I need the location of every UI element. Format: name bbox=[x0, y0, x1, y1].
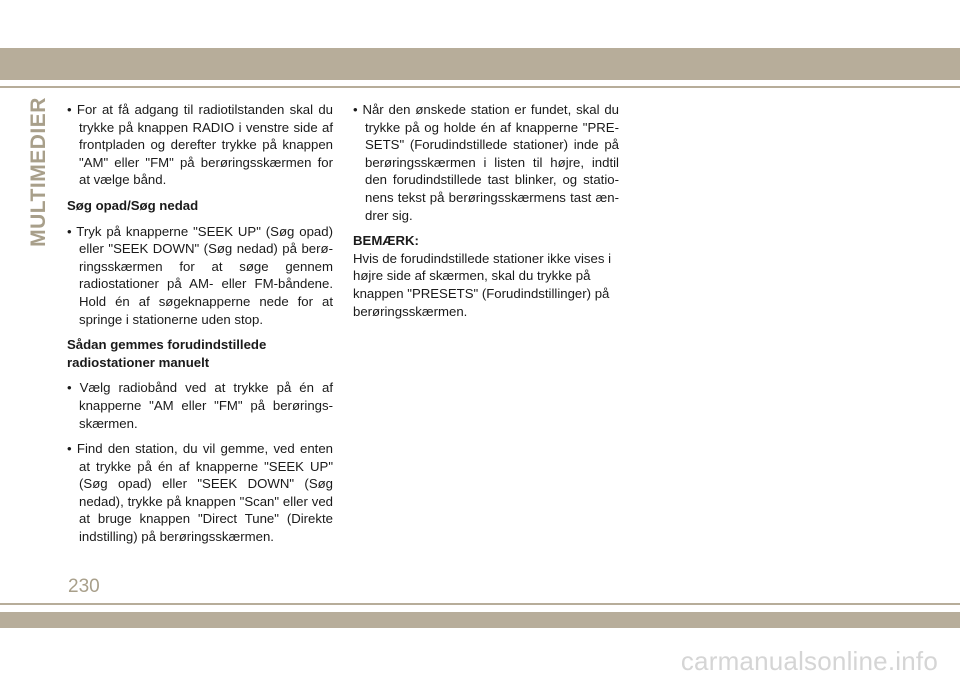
left-column bbox=[67, 101, 333, 554]
heading-save-presets: Sådan gemmes forudindstillede radiostationer manuelt bbox=[67, 337, 267, 370]
footer-rule bbox=[0, 603, 960, 605]
bullet-seek: • Tryk på knapperne "SEEK UP" (Søg opad) eller "SEEK DOWN" (Søg nedad) på berøringsskærmen for at søge gennem radiostationer på AM- eller FM-båndene. Hold én af søgeknapperne nede for at springe i stationerne uden stop. bbox=[67, 223, 333, 329]
watermark: carmanualsonline.info bbox=[680, 646, 938, 676]
bullet-hold-preset: • Når den ønskede station er fundet, skal du trykke på og holde én af knapperne "PRESETS" (Forudindstillede stationer) inde på berøringsskærmen i listen til højre, indtil den forudindstillede tast blinker, og stationens tekst på berøringsskærmens tast ændrer sig. bbox=[353, 101, 619, 224]
footer-band bbox=[0, 612, 960, 628]
section-tab-label: MULTIMEDIER bbox=[27, 97, 51, 247]
heading-seek: Søg opad/Søg nedad bbox=[67, 197, 199, 213]
note-label: BEMÆRK: bbox=[353, 233, 419, 249]
bullet-select-band: • Vælg radiobånd ved at trykke på én af knapperne "AM eller "FM" på berøringsskærmen. bbox=[67, 379, 333, 432]
header-band bbox=[0, 48, 960, 80]
section-tab bbox=[27, 97, 51, 247]
header-rule bbox=[0, 86, 960, 88]
note-text: Hvis de forudindstillede stationer ikke vises i højre side af skærmen, skal du trykke på knappen "PRESETS" (Forudindstillinger) på berøringsskærmen. bbox=[353, 250, 612, 319]
page-number: 230 bbox=[68, 576, 100, 597]
bullet-find-station: • Find den station, du vil gemme, ved enten at trykke på én af knapperne "SEEK UP" (Søg opad) eller "SEEK DOWN" (Søg nedad), trykke på knappen "Scan" eller ved at bruge knappen "Direct Tune" (Direkte indstilling) på berøringsskærmen. bbox=[67, 440, 333, 546]
bullet-radio-mode: • For at få adgang til radiotilstanden skal du trykke på knappen RADIO i venstre side af frontpladen og derefter trykke på knappen "AM" eller "FM" på berøringsskærmen for at vælge bånd. bbox=[67, 101, 333, 189]
right-column bbox=[353, 101, 619, 328]
